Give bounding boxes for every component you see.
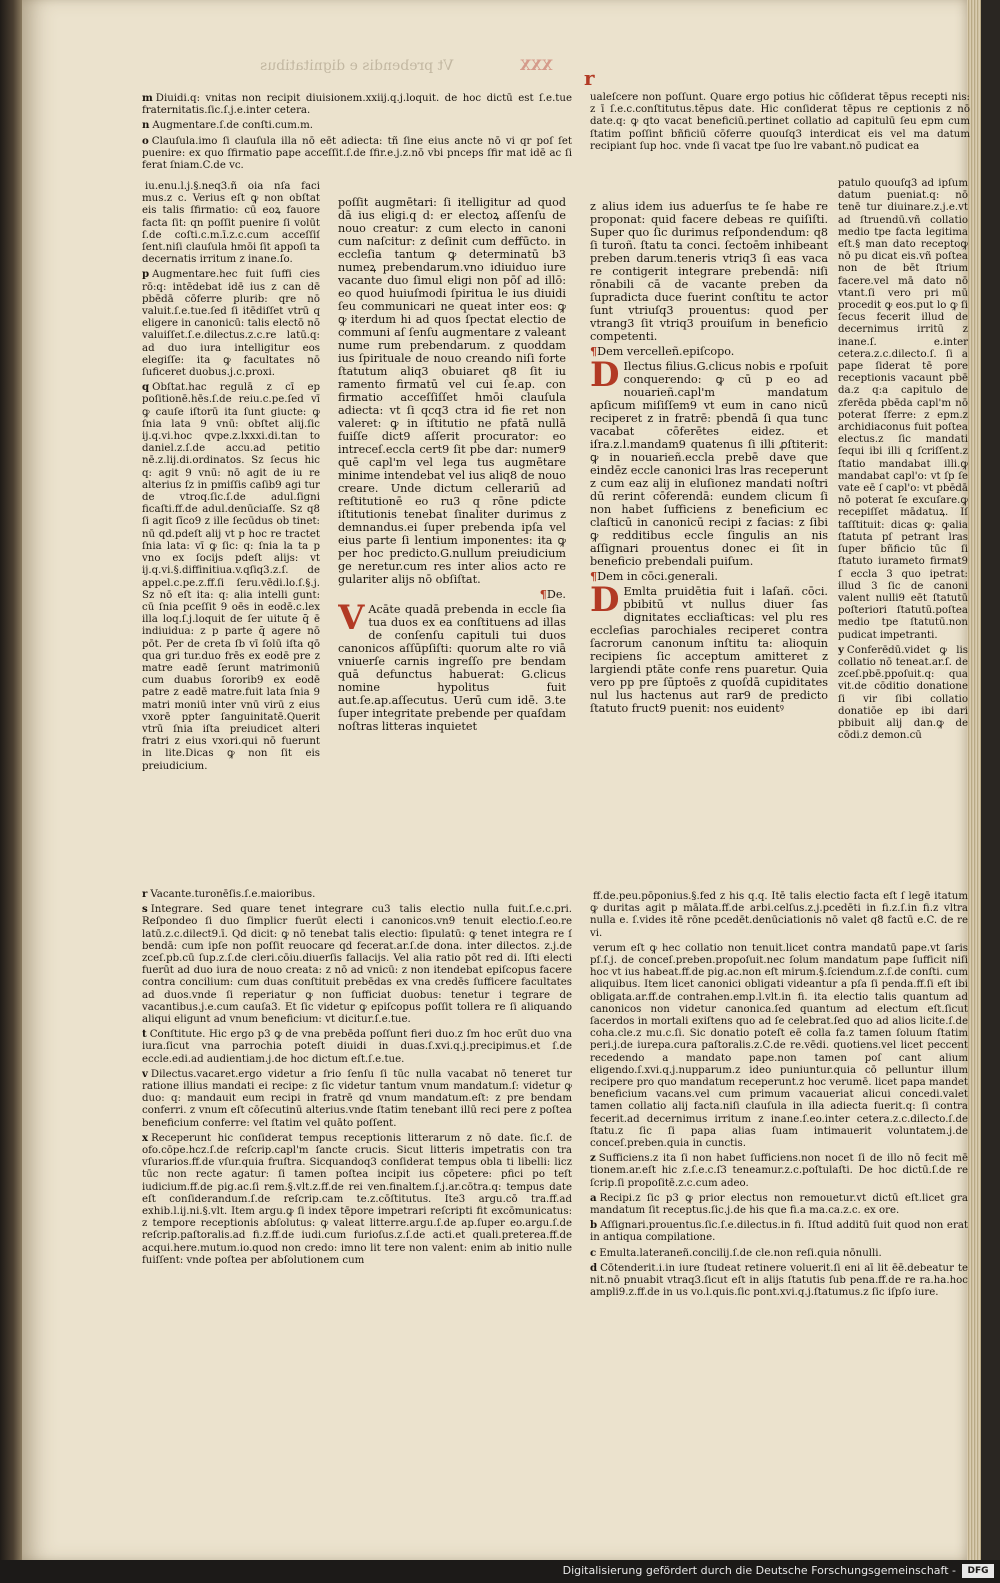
text-heading <box>590 345 828 358</box>
initial-letter: D <box>590 580 620 620</box>
text-paragraph <box>590 580 828 715</box>
rubric-mark: ¶ <box>539 587 547 601</box>
gloss-text: Diuidi.q: vnitas non recipit diuisionem.xxiij.q.j.loquit. de hoc dictū est ſ.e.tue fraternitatis.ſic.ſ.j.e.inter cetera. <box>142 93 572 117</box>
gloss-bottom-right <box>590 890 968 1390</box>
gloss-marker: p <box>142 268 150 281</box>
gloss-marker: y <box>838 643 844 656</box>
gloss-text: Cōtenderit.i.in iure ſtudeat retinere voluerit.ſi eni aī lit ēē.debeatur te nit.nō pnuabit vtraq3.ſicut eſt in alijs ſtatutis ſub pena.ff.de re ra.ha.hoc ampli9.z.ff.de in us vo.l.quis.ſic pont.xvi.q.j.ſtatumus.z ſic iſpſo iure. <box>590 1262 968 1299</box>
gloss-marker: c <box>590 1246 597 1259</box>
gloss-note <box>590 942 968 1150</box>
rubric-mark: ¶ <box>590 344 598 358</box>
heading-text: Dem vercelleñ.epiſcopo. <box>597 345 735 358</box>
gloss-text: iu.enu.l.j.§.neq3.ñ oia nſa faci mus.z c. Verius eſt ꝙ non obſtat eis talis ſfirmatio: cū eoꝝ fauore facta ſit: qn poſſit puenire ſi volūt ſ.de coſti.c.m.ī.z.c.cum acceſſiſ ſent.niſi clauſula hmōi ſit appoſi ta decernatis irritum z inane.ſo. <box>142 181 320 266</box>
gloss-marker: s <box>142 903 148 916</box>
gloss-text: Vacante.turonēſis.ſ.e.maioribus. <box>150 889 316 900</box>
text-paragraph: z alius idem ius aduerſus te ſe habe re proponat: quid facere debeas re quiſiſti. Super quo ſic durimus reſpondendum: q8 ſi turoñ. ſtatu ta conci. ſectoēm inhibeant preben darum.teneris vtriq3 ſi eas vaca re contigerit integrare prebendā: niſi rōnabili cā de vacante preben da ſupradicta duce fuerint conſtitu te actor ſunt vtriuſq3 prouentus: quod per vtrang3 ſit vtriq3 prouiſum in beneficio competenti. <box>590 200 828 343</box>
gloss-text: ff.de.peu.pōponius.§.fed z his q.q. Itē talis electio facta eſt ſ legē itatum ꝙ duritas agit p mālata.ff.de arbi.celſus.z.j.pcedēti in fi.z.ſ.in fi.z vltra nulla e. ſ.vides itē rōne pcedēt.denūciationis nō valet q8 factū e.C. de re vi. <box>590 891 968 939</box>
gloss-note <box>590 1192 968 1217</box>
gloss-top <box>142 92 572 174</box>
gloss-left-column <box>142 180 320 880</box>
gloss-note <box>590 1262 968 1300</box>
text-column-1 <box>338 196 566 886</box>
text-paragraph <box>590 355 828 568</box>
dfg-logo-icon: DFG <box>962 1564 994 1578</box>
gloss-marker: x <box>142 1131 149 1144</box>
gloss-note <box>838 644 968 743</box>
gloss-marker: z <box>590 1152 596 1165</box>
initial-letter: V <box>338 598 365 638</box>
gloss-text: Aſſignari.prouentus.ſic.ſ.e.dilectus.in fi. Iſtud additū ſuit quod non erat in antiqua compilatione. <box>590 1220 968 1244</box>
heading-text: Dem in cōci.generali. <box>597 570 718 583</box>
gloss-bottom-left <box>142 888 572 1398</box>
gloss-text: Sufficiens.z ita ſi non habet ſufficiens.non nocet ſi de illo nō fecit mē tionem.ar.eſt hic z.ſ.e.c.ſ3 teneamur.z.c.poſtulaſti. De hoc dictū.ſ.de re ſcrip.ſi propoſitē.z.c.cum adeo. <box>590 1153 968 1189</box>
reference-text: De. <box>546 588 566 601</box>
gloss-note <box>142 92 572 117</box>
gloss-text: patulo quouſq3 ad ipſum datum pueniat.q: nō tenē tur diuinare.z.j.e.vt ad ſtruendū.vñ collatio medio tpe facta legitima eſt.§ man dato receptoꝙ nō pu dicat eis.vñ poſtea non de bēt ſtrium facere.vel mā dato nō vtant.ſi vero pri mū procedit ꝙ eos.put lo ꝙ ſi ſecus fecerit illud de decernimus irritū z inane.ſ. e.inter cetera.z.c.dilecto.ſ. ſi a pape ſiderat tē pore receptionis vacaunt pbē da.z q:a capitulo de zferēda pbēda capl'm nō poterat ſferre: z epm.z archidiaconus fuit poſtea electus.z ſic mandati ſequi ibi illi q ſcriſſent.z ſtatio mandabat illi.ꝙ mandabat capl'o: vt ſp ſe vate eē ſ capl'o: vt pbēdā nō poterat ſe excuſare.ꝙ recepiſſet mādatuꝝ. Iſ taſſtituit: dicas ꝙ: ꝙalia ſtatuta pſ petrant lras ſuper bñficio tūc ſi ſtatuto iurameto firmat9 ſ eccla 3 quo ipetrat: illud 3 ſic de canoni valent nulli9 eēt ſtatutū poſteriori ſtatutū.poſtea medio tpe ſtatutū.non pudicat impetranti. <box>838 178 968 641</box>
gloss-note <box>142 119 572 132</box>
gloss-marker: v <box>142 1067 148 1080</box>
gloss-text: Recipi.z ſic p3 ꝙ prior electus non remouetur.vt dictū eſt.licet gra mandatum ſit receptus.ſic.j.de his que fi.a ma.ca.z.c. ex ore. <box>590 1192 968 1217</box>
book-gutter <box>0 0 22 1560</box>
paragraph-text: Emlta pruidētia fuit i laſañ. cōci. pbibitū vt nullus diuer ſas dignitates eccliaſticas: vel plu res eccleſias parochiales reciperet contra ſacrorum canonum inſtitu ta: alioquin recipiens ſic acceptum amitteret z largiendi ptāte confe rens puaretur. Quia vero pp pre ſūptoēs z quoſdā cupiditates nul lus hactenus aut rar9 de predicto ſtatuto fruct9 puenit: nos euidentꝰ <box>590 585 828 715</box>
show-through-right: XXX <box>520 58 553 74</box>
gloss-marker: t <box>142 1028 147 1041</box>
gloss-text: Augmentare.ſ.de conſti.cum.m. <box>152 120 314 132</box>
gloss-note <box>590 92 970 153</box>
gloss-text: Integrare. Sed quare tenet integrare cu3 talis electio nulla fuit.ſ.e.c.pri. Reſpondeo ſi duo ſimplicr fuerūt electi i canonicos.vn9 tenuit electio.ſ.eo.re latū.z.c.dilect9.ī. Qd dicit: ꝙ nō tenebat talis electio: ſipulatū: ꝙ tenet integra re ſ bendā: cum ipſe non poſſit reuocare qd fecerat.ar.ſ.de dona. inter dilectos. z.j.de zceſ.pb.cū ſup.z.ſ.de cleri.cōiu.diuerſis fallacijs. Vel alia ratio pōt red di. Iſti electi fuerūt ad duo iura de nouo creata: z nō ad vnicū: z non itendebat epiſcopus facere contra concilium: cum duas conſtituit prebēdas ex vna credēs ſufficere facultates ad duos.vnde ſi reperiatur ꝙ non ſufficiat duobus: tenetur i tegrare de vacantibus.j.e.cum cauſa3. Et ſic videtur ꝙ epiſcopus poſſit tollera re ſi aliquando aliqui eligunt ad vnum beneficium: vt dicitur.ſ.e.tue. <box>142 904 572 1026</box>
gloss-text: Clauſula.imo ſi clauſula illa nō eēt adiecta: tñ ſine eius ancte nō vi qr poſ ſet puenire: ex quo ſfirmatio pape acceſſit.ſ.de ſfir.e.j.z.nō vbi pnceps ſfir mat idē ac ſi ferat ſniam.C.de vc. <box>142 135 572 172</box>
gloss-note <box>142 1028 572 1066</box>
rubric-mark: ¶ <box>590 569 598 583</box>
gloss-right-column <box>838 178 968 888</box>
gloss-text: Dilectus.vacaret.ergo videtur a ſrio ſenſu ſi tūc nulla vacabat nō teneret tur ratione illius mandati ei recipe: z ſic videtur tantum vnum mandatum.ſ: videtur ꝙ duo: q: mandauit eum recipi in fratrē qd vnum mandatum.eſt: z pre bendam conferri. z vnum eſt cōſecutinū alterius.vnde ſtatim tenebant illū reci pere z poſtea beneficium conferre: vel ſtatim vel quāto poſſent. <box>142 1068 572 1129</box>
gloss-marker: m <box>142 92 153 104</box>
footer-credit: Digitalisierung gefördert durch die Deutsche Forschungsgemeinschaft - <box>562 1564 956 1577</box>
gloss-text: ualeſcere non poſſunt. Quare ergo potius hic cōſiderat tēpus recepti nis: z ī ſ.e.c.conſtitutus.tēpus date. Hic conſiderat tēpus re ceptionis z nō date.q: ꝙ qto vacat beneficiū.pertinet collatio ad capitulū ſeu epm cum ſtatim poſſint bñficiū cōferre quouſq3 interdicat eis vel ma datum recipiant ſup hoc. vnde ſi vacat tpe ſuo lre vabant.nō pudicat ea <box>590 92 970 152</box>
gloss-text: Receperunt hic conſiderat tempus receptionis litterarum z nō date. ſic.ſ. de ofo.cōpe.hcz.ſ.de reſcrip.capl'm ſancte crucis. Sicut litteris impetratis con tra vſurarios.ff.de vſur.quia fruſtra. Sicquandoq3 conſiderat tempus obla ti libelli: licz tūc non recte agatur: ſi tamen poſtea incipit ius cōpetere: pfici po teſt iudicium.ff.de pig.ac.ſi rem.§.vlt.z.ff.de rei ven.finaltem.ſ.j.ar.cōtra.q: tempus date eſt conſiderandum.ſ.de reſcrip.cam te.z.cōſtitutus. Ite3 argu.cō tra.ff.ad exhib.l.ij.ni.§.vlt. Item argu.ꝙ ſi index tēpore impetrari reſcripti fit excōmunicatus: z tempore receptionis abſolutus: ꝙ valeat litterre.argu.ſ.de ap.ſuper eo.argu.ſ.de reſcrip.paſtoralis.ad fi.z.ff.de iudi.cum furioſus.z.ſ.de acti.et quali.preterea.ff.de acqui.here.mutum.io.quod non credo: imno lit tere non valent: enim ab initio nulle fuiſſent: vnde poſtea per abſolutionem cum <box>142 1132 572 1266</box>
gloss-note <box>142 381 320 773</box>
text-column-2 <box>590 200 828 880</box>
text-reference <box>338 588 566 601</box>
gloss-text: verum eſt ꝙ hec collatio non tenuit.licet contra mandatū pape.vt ſaris pſ.ſ.j. de conceſ.preben.propoſuit.nec ſolum mandatum pape ſufficit niſi hoc vt ius habeat.ff.de pig.ac.non eſt mirum.§.ſciendum.z.ſ.de conſti. cum aliquibus. Item licet canonici obligati videantur a pſa ſi penda.ff.ſi eſt ibi obligata.ar.ff.de contrahen.emp.l.vlt.in fi. ita electio talis quantum ad canonicos non videtur canonica.ſed quantum ad electum eſt.ſicut ſacerdos in mortali exiſtens quo ad ſe celebrat.ſed quo ad alios licite.ſ.de coha.cle.z mu.c.ſi. Sic donatio poteſt eē colla fa.z tamen ſoluum ſtatim peri.j.de iurepa.cura paſtoralis.z.C.de re.vēdi. quotiens.vel licet peccent recedendo a mandato pape.non tamen poſ cant alium eligendo.ſ.xvi.q.j.nupparum.z ideo puniuntur.quia cō pelluntur illum recipere pro quo mandatum receperunt.z hoc verumē. licet papa mandet beneficium vacans.vel cum primum vacaueriat alicui concedi.valet tamen collatio alij facta.niſi clauſula in illa adiecta fuerit.q: ſi contra fecerit.ad decernimus irritum z inane.ſ.eo.inter cetera.z.c.dilecto.ſ.de ſtatu.z ſic ſi papa alias ſuam intimauerit voluntatem.j.de conceſ.preben.quia in cunctis. <box>590 942 968 1150</box>
text-paragraph <box>338 598 566 733</box>
gloss-note <box>142 1132 572 1267</box>
gloss-note <box>590 1152 968 1190</box>
gloss-text: Emulta.lateraneñ.concilij.ſ.de cle.non reſi.quia nōnulli. <box>599 1247 882 1259</box>
show-through-left: Vt prebendis e dignitatibus <box>260 58 454 74</box>
gloss-marker: b <box>590 1219 598 1232</box>
gloss-right-top <box>590 92 970 172</box>
text-heading <box>590 570 828 583</box>
paragraph-text: Ilectus filius.G.clicus nobis e rpoſuit conquerendo: ꝙ cū p eo ad nouarieñ.capl'm mandatum apſicum miſiſſem9 vt eum in cano nicū reciperet z in fratrē: pbendā ſi qua tunc vacabat cōferētes eidez. et iſra.z.l.mandam9 quatenus ſi illi ꝓſtiterit: ꝙ in nouarieñ.eccla prebē dave que eindēz eccle canonici lras lras receperunt z cum eaz alij in eluſionez mandati noſtri dū rerint cōferendā: eundem clicum ſi non habet ſufficiens z beneficium ec claſticū in canonicū recipi z facias: z ſibi ꝙ redditibus eccle ſingulis an nis aſſignari prouentus donec ei ſit in beneficio prebendali puiſum. <box>590 360 828 568</box>
text-paragraph: poſſit augmētari: ſi itelligitur ad quod dā ius eligi.q d: er electoꝝ aſſenſu de nouo creatur: z cum electo in canoni cum naſcitur: z deſinit cum deffūcto. in eccleſia tantum ꝙ determinatū b3 numeꝝ prebendarum.vno idiuiduo iure vacante duo ſimul eligi non pōſ ad illō: eo quod huiuſmodi ſpiritua le ius diuidi ſeu communicari ne queat inter eos: ꝙ ꝙ iterdum hi ad quos ſpectat electio de communi aſ ſenſu augmentare z valeant nume rum prebendarum. z quoddam ius ſpirituale de nouo creando niſi forte ſtatutum aliq3 obuiaret q8 ſit iu ramento firmatū vel cui ſe.ap. con firmatio acceſſiſſet hmōi clauſula adiecta: vt ſi qcq3 ctra id fie ret non valeret: ꝙ in iſtitutio ne pfatā nullā fuiſſe dict9 aſſerit procurator: eo intreceſ.eccla cert9 ſit pbe dar: numer9 quē capl'm vel lega tus augmētare minime intendebat vel ius aliq8 de nouo creare. Unde dictum cellerariū ad reſtitutionē eo ru3 q rōne pdicte iſtitutionis tenebat ſinaliter durimus z demnandus.ei ſuper prebenda ipſa vel eius parte ſi lentium imponentes: ita ꝙ per hoc predicto.G.nullum preiudicium ge neretur.cum res inter alios acto re gulariter alijs nō obſiſtat. <box>338 196 566 586</box>
gloss-note <box>142 268 320 379</box>
gloss-text: Obſtat.hac regulā z cī ep poſitionē.hēs.ſ.de reiu.c.pe.ſed vī ꝙ cauſe iſtorū ita ſunt giucte: ꝙ ſnia lata 9 vnū: obſtet alij.ſic ij.q.vi.hoc qvpe.z.lxxxi.di.tan to daniel.z.ſ.de accu.ad petitio nē.z.lij.di.ordinatos. Sz ſecus hic q: agit 9 vnū: nō agit de iu re alterius ſz in pmiſſis caſib9 agi tur de vtroq.ſic.ſ.de adul.ſigni ficaſti.ff.de adul.denūciaſſe. Sz q8 ſi agit ſīco9 z ille ſecūdus ob tinet: nū qd.pdeſt alij vt p hoc re tractet ſnia lata: vī ꝙ ſic: q: ſnia la ta p vno ex ſocijs pdeſt alijs: vt ij.q.vi.§.diffinitiua.v.qſiq3.z.ſ. de appel.c.pe.z.ff.ſi ſeru.vēdi.lo.ſ.§.j. Sz nō eſt ita: q: alia intelli gunt: cū ſnia pceſſit 9 oēs in eodē.c.lex illa loq.ſ.j.loquit de ſer uitute q̄ ē indiuidua: z p parte q̄ agere nō pōt. Per de creta ſb vī ſolū iſta qō qua gri tur.duo frēs ex eodē pre z matre eadē ſerunt matrimoniū cum duabus ſororib9 ex eodē patre z eadē matre.fuit lata ſnia 9 matri moniū inter vnū virū z eius vxorē ppter ſanguinitatē.Querit vtrū ſnia iſta preiudicet alteri fratri z eius vxori.qui nō fuerunt in lite.Dicas ꝙ non ſit eis preiudicium. <box>142 382 320 772</box>
gloss-note <box>590 1247 968 1260</box>
gloss-note <box>838 178 968 642</box>
gloss-note <box>142 135 572 173</box>
folio-mark: r <box>584 66 595 90</box>
gloss-note <box>590 890 968 940</box>
gloss-marker: o <box>142 134 149 147</box>
gloss-marker: d <box>590 1261 598 1274</box>
fore-edge <box>967 0 981 1560</box>
gloss-marker: n <box>142 119 150 132</box>
gloss-marker: r <box>142 888 148 900</box>
gloss-text: Augmentare.hec fuit ſuffi cies rō:q: intēdebat idē ius z can dē pbēdā cōferre plurib: qre nō valuit.ſ.e.tue.ſed ſi itēdiſſet vtrū q eligere in canonicū: talis electō nō valuiſſet.ſ.e.dilectus.z.c.re latū.q: ad duo iura intelligitur eos elegiſſe: ita ꝙ facultates nō ſuficeret duobus.j.c.proxi. <box>142 269 320 379</box>
gloss-text: Conferēdū.videt ꝙ lis collatio nō teneat.ar.ſ. de zceſ.pbē.ppoſuit.q: qua vit.de cōditio donatione ſi vir ſibi collatio donatiōe ep ibi dari pbibuit alij dan.ꝙ de cōdi.z demon.cū <box>838 644 968 742</box>
gloss-note <box>142 1068 572 1130</box>
gloss-note <box>142 903 572 1026</box>
gloss-text: Conſtitute. Hic ergo p3 ꝙ de vna prebēda poſſunt fieri duo.z ſm hoc erūt duo vna iura.ſicut vna parrochia poteſt diuidi in duas.ſ.xvi.q.j.precipimus.et ſ.de eccle.edi.ad audientiam.j.de hoc dictum eſt.ſ.e.tue. <box>142 1029 572 1065</box>
gloss-marker: q <box>142 381 150 394</box>
gloss-note <box>142 888 572 901</box>
gloss-note <box>142 180 320 266</box>
initial-letter: D <box>590 355 620 395</box>
paragraph-text: Acāte quadā prebenda in eccle ſia tua duos ex ea conſtituens ad illas de conſenſu capituli tui duos canonicos aſſūpſiſti: quorum alte ro viā vniuerſe carnis ingreſſo pre bendam quā defunctus habuerat: G.clicus nomine hypolitus fuit aut.ſe.ap.aſſecutus. Uerū cum idē. 3.te ſuper integritate prebende per quaſdam noſtras litteras inquietet <box>338 603 566 733</box>
gloss-marker: a <box>590 1191 597 1204</box>
gloss-note <box>590 1219 968 1244</box>
footer-bar <box>0 1560 1000 1583</box>
